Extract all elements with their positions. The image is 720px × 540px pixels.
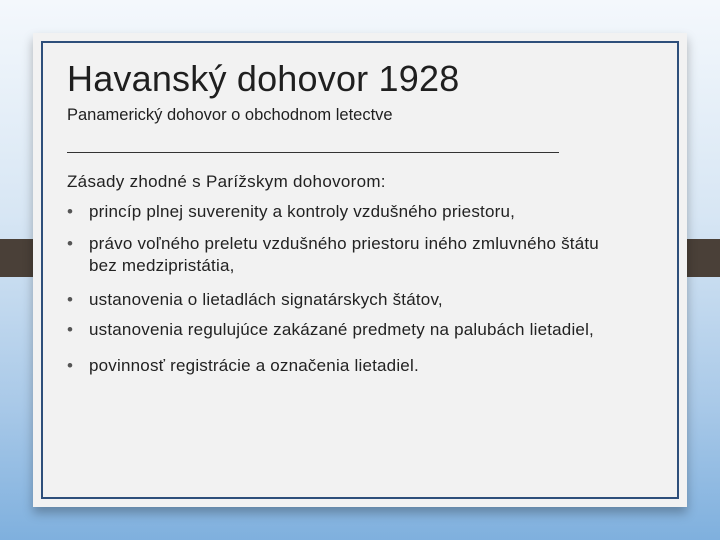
lead-text: Zásady zhodné s Parížskym dohovorom: bbox=[67, 172, 386, 191]
list-item-text: ustanovenia o lietadlách signatárskych štátov, bbox=[89, 290, 443, 309]
bullet-icon: • bbox=[67, 234, 74, 253]
bullet-icon: • bbox=[67, 290, 74, 309]
list-item-text: právo voľného preletu vzdušného priestoru iného zmluvného štátu bez medzipristátia, bbox=[89, 234, 599, 275]
bullet-icon: • bbox=[67, 202, 74, 221]
title-divider bbox=[67, 152, 559, 153]
list-item-text: ustanovenia regulujúce zakázané predmety na palubách lietadiel, bbox=[89, 320, 594, 339]
list-item bbox=[67, 355, 607, 377]
slide-title: Havanský dohovor 1928 bbox=[67, 58, 460, 99]
list-item-text: princíp plnej suverenity a kontroly vzdušného priestoru, bbox=[89, 202, 516, 221]
bullet-icon: • bbox=[67, 356, 74, 375]
list-item bbox=[67, 289, 607, 311]
left-side-tab bbox=[0, 239, 36, 277]
slide-subtitle: Panamerický dohovor o obchodnom letectve bbox=[67, 106, 393, 124]
list-item-text: povinnosť registrácie a označenia lietadiel. bbox=[89, 356, 419, 375]
list-item bbox=[67, 233, 607, 277]
list-item bbox=[67, 201, 607, 223]
list-item bbox=[67, 319, 607, 341]
bullet-icon: • bbox=[67, 320, 74, 339]
bullet-list bbox=[67, 201, 607, 377]
right-side-tab bbox=[684, 239, 720, 277]
